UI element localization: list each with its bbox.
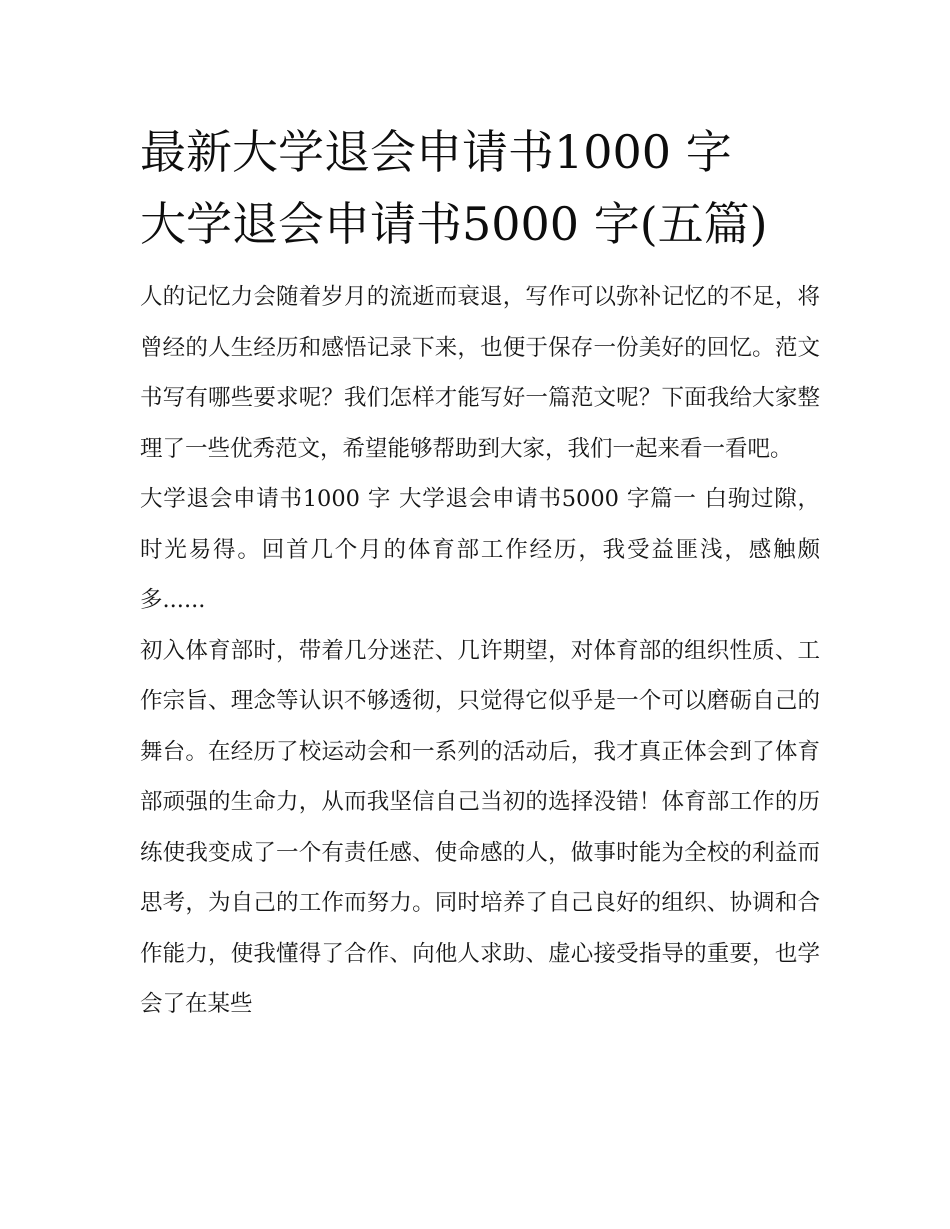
- document-title: [140, 116, 820, 260]
- document-body: [140, 116, 820, 1030]
- section-one-paragraph: 大学退会申请书1000 字 大学退会申请书5000 字篇一 白驹过隙，时光易得。回首几个月的体育部工作经历，我受益匪浅，感触颇多......: [140, 486, 820, 613]
- body-paragraph: 初入体育部时，带着几分迷茫、几许期望，对体育部的组织性质、工作宗旨、理念等认识不够透彻，只觉得它似乎是一个可以磨砺自己的舞台。在经历了校运动会和一系列的活动后，我才真正体会到了体育部顽强的生命力，从而我坚信自己当初的选择没错！体育部工作的历练使我变成了一个有责任感、使命感的人，做事时能为全校的利益而思考，为自己的工作而努力。同时培养了自己良好的组织、协调和合作能力，使我懂得了合作、向他人求助、虚心接受指导的重要，也学会了在某些: [140, 637, 820, 1017]
- title-line-1: 最新大学退会申请书1000 字: [140, 125, 732, 179]
- title-line-2: 大学退会申请书5000 字(五篇): [140, 197, 768, 251]
- intro-paragraph: 人的记忆力会随着岁月的流逝而衰退，写作可以弥补记忆的不足，将曾经的人生经历和感悟记录下来，也便于保存一份美好的回忆。范文书写有哪些要求呢？我们怎样才能写好一篇范文呢？下面我给大家整理了一些优秀范文，希望能够帮助到大家，我们一起来看一看吧。: [140, 284, 820, 462]
